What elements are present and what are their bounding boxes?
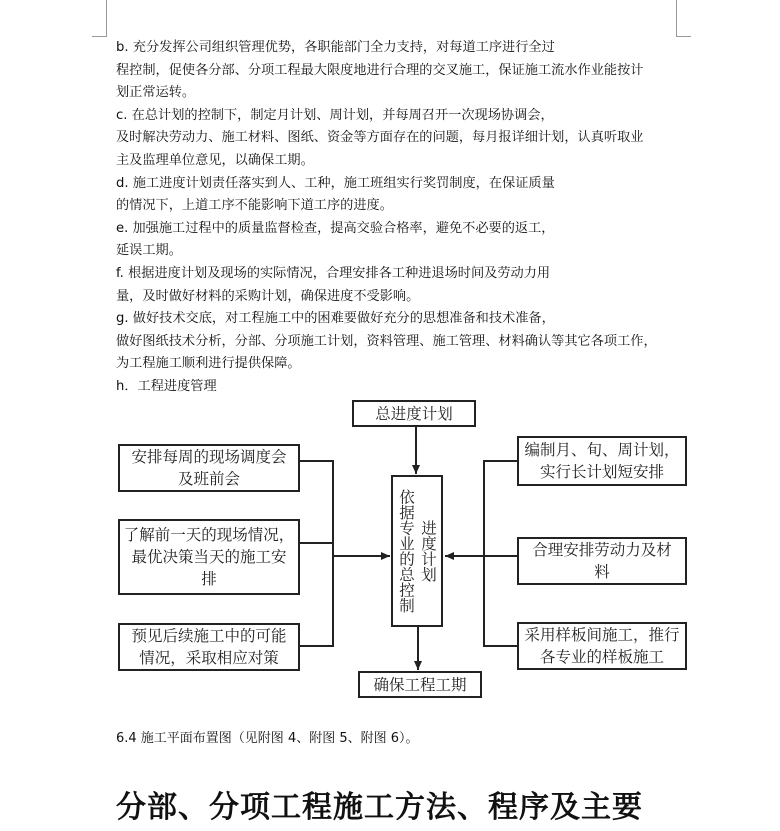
- text-line: 划正常运转。: [116, 85, 196, 101]
- text-line: c. 在总计划的控制下，制定月计划、周计划，并每周召开一次现场协调会，: [116, 107, 554, 123]
- total-schedule-box: [352, 400, 476, 427]
- section-heading-h: h．工程进度管理: [116, 378, 217, 394]
- left-box-site-decision-label: 了解前一天的现场情况， 最优决策当天的施工安 排: [123, 526, 295, 588]
- ensure-period-label: 确保工程工期: [373, 675, 467, 694]
- text-line: f. 根据进度计划及现场的实际情况，合理安排各工种进退场时间及劳动力用: [116, 265, 551, 281]
- text-line: e. 加强施工过程中的质量监督检查，提高交验合格率，避免不必要的返工，: [116, 220, 555, 236]
- center-label-col1: 进度计划: [419, 520, 437, 582]
- text-line: 做好图纸技术分析，分部、分项施工计划，资料管理、施工管理、材料确认等其它各项工作，: [116, 333, 657, 349]
- ensure-period-box: [358, 671, 482, 698]
- text-line: b. 充分发挥公司组织管理优势，各职能部门全力支持，对每道工序进行全过: [116, 40, 555, 55]
- left-box-anticipate: [118, 623, 300, 671]
- left-box-meeting-label: 安排每周的现场调度会 及班前会: [131, 448, 287, 488]
- right-box-sample: [517, 622, 687, 670]
- left-box-site-decision: [118, 519, 300, 595]
- right-box-sample-label: 采用样板间施工，推行 各专业的样板施工: [524, 626, 680, 666]
- center-label-col2: 依据专业的总控制: [397, 489, 415, 613]
- text-line: 及时解决劳动力、施工材料、图纸、资金等方面存在的问题，每月报详细计划，认真听取业: [116, 130, 644, 146]
- text-line: 延误工期。: [116, 243, 182, 259]
- right-box-plans: [517, 436, 687, 486]
- left-box-meeting: [118, 444, 300, 492]
- text-line: g. 做好技术交底，对工程施工中的困难要做好充分的思想准备和技术准备，: [116, 311, 555, 327]
- total-schedule-label: 总进度计划: [375, 404, 453, 423]
- left-box-anticipate-label: 预见后续施工中的可能 情况，采取相应对策: [131, 627, 287, 667]
- chapter-heading: 分部、分项工程施工方法、程序及主要: [116, 790, 643, 825]
- text-line: 程控制，促使各分部、分项工程最大限度地进行合理的交叉施工，保证施工流水作业能按计: [116, 62, 644, 78]
- site-layout-caption: 6.4 施工平面布置图（见附图 4、附图 5、附图 6）。: [116, 731, 419, 746]
- left-bracket: [299, 461, 333, 646]
- text-line: 为工程施工顺利进行提供保障。: [116, 356, 301, 372]
- right-box-labor-label: 合理安排劳动力及材 料: [532, 541, 672, 581]
- right-bracket: [484, 461, 517, 646]
- text-line: 的情况下，上道工序不能影响下道工序的进度。: [116, 198, 393, 214]
- text-line: 主及监理单位意见，以确保工期。: [116, 152, 314, 168]
- center-control-box: [391, 475, 443, 627]
- right-box-labor: [517, 537, 687, 585]
- right-box-plans-label: 编制月、旬、周计划， 实行长计划短安排: [524, 441, 680, 481]
- text-line: d. 施工进度计划责任落实到人、工种，施工班组实行奖罚制度，在保证质量: [116, 175, 555, 191]
- text-line: 量，及时做好材料的采购计划，确保进度不受影响。: [116, 288, 420, 304]
